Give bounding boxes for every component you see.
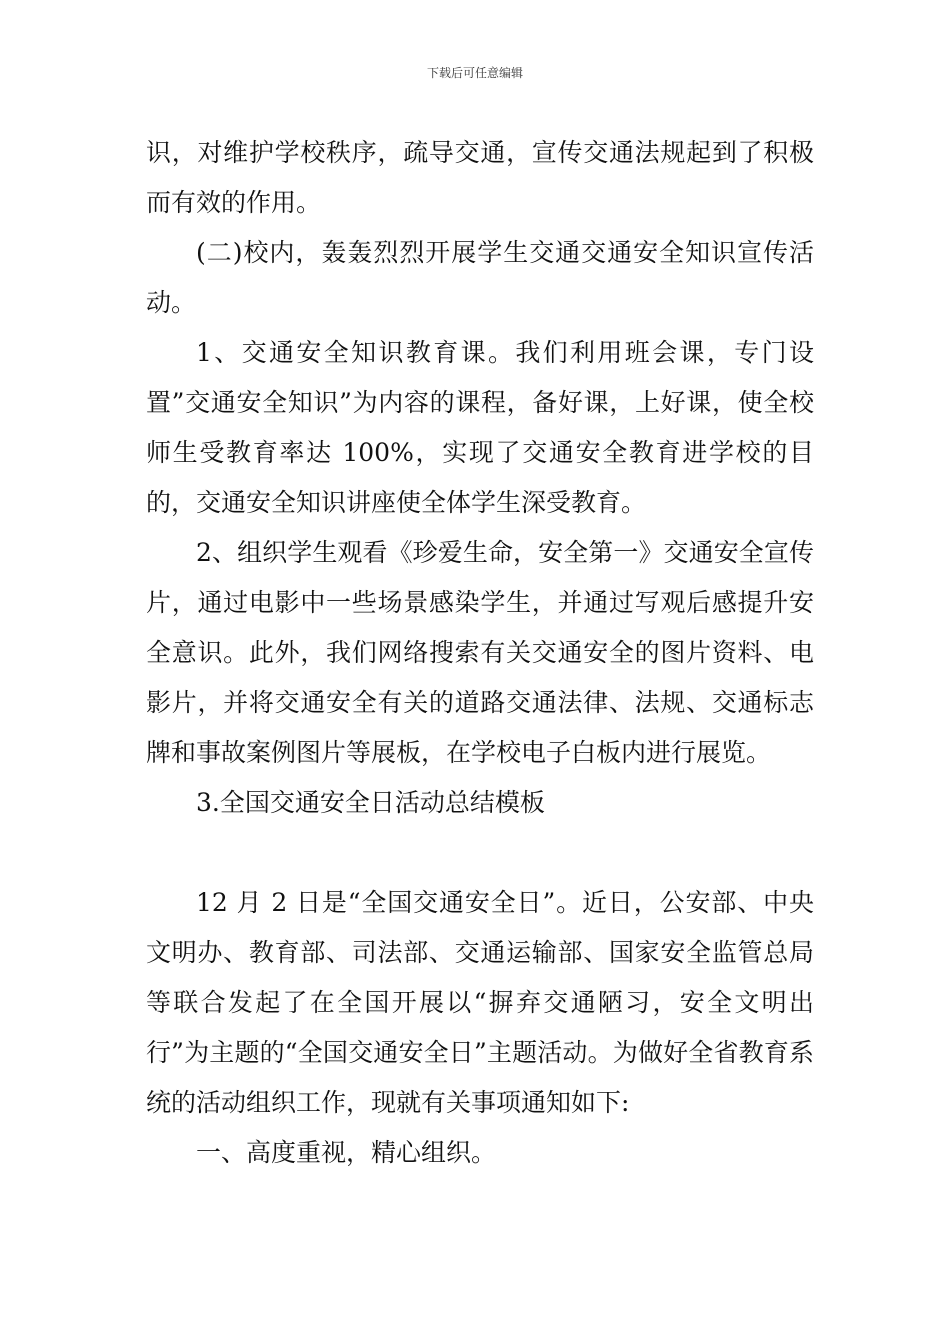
paragraph-announcement: 12 月 2 日是“全国交通安全日”。近日，公安部、中央文明办、教育部、司法部、交通运输部、国家安全监管总局等联合发起了在全国开展以“摒弃交通陋习，安全文明出行”为主题的“全国交通安全日”主题活动。为做好全省教育系统的活动组织工作，现就有关事项通知如下: xyxy=(146,888,814,1117)
blank-line xyxy=(146,828,814,878)
page-header: 下载后可任意编辑 xyxy=(426,66,523,80)
paragraph-item-2: 2、组织学生观看《珍爱生命，安全第一》交通安全宣传片，通过电影中一些场景感染学生，并通过写观后感提升安全意识。此外，我们网络搜索有关交通安全的图片资料、电影片，并将交通安全有关的道路交通法律、法规、交通标志牌和事故案例图片等展板，在学校电子白板内进行展览。 xyxy=(146,538,814,767)
paragraph-item-1: 1、交通安全知识教育课。我们利用班会课，专门设置”交通安全知识”为内容的课程，备好课，上好课，使全校师生受教育率达 100%，实现了交通安全教育进学校的目的，交通安全知识讲座使全体学生深受教育。 xyxy=(146,338,814,517)
section-heading-3: 3.全国交通安全日活动总结模板 xyxy=(196,788,545,817)
paragraph-point-1: 一、高度重视，精心组织。 xyxy=(196,1138,497,1167)
paragraph-section-2: (二)校内，轰轰烈烈开展学生交通交通安全知识宣传活动。 xyxy=(146,238,814,317)
document-body xyxy=(146,128,814,1178)
paragraph-continuation: 识，对维护学校秩序，疏导交通，宣传交通法规起到了积极而有效的作用。 xyxy=(146,138,814,217)
